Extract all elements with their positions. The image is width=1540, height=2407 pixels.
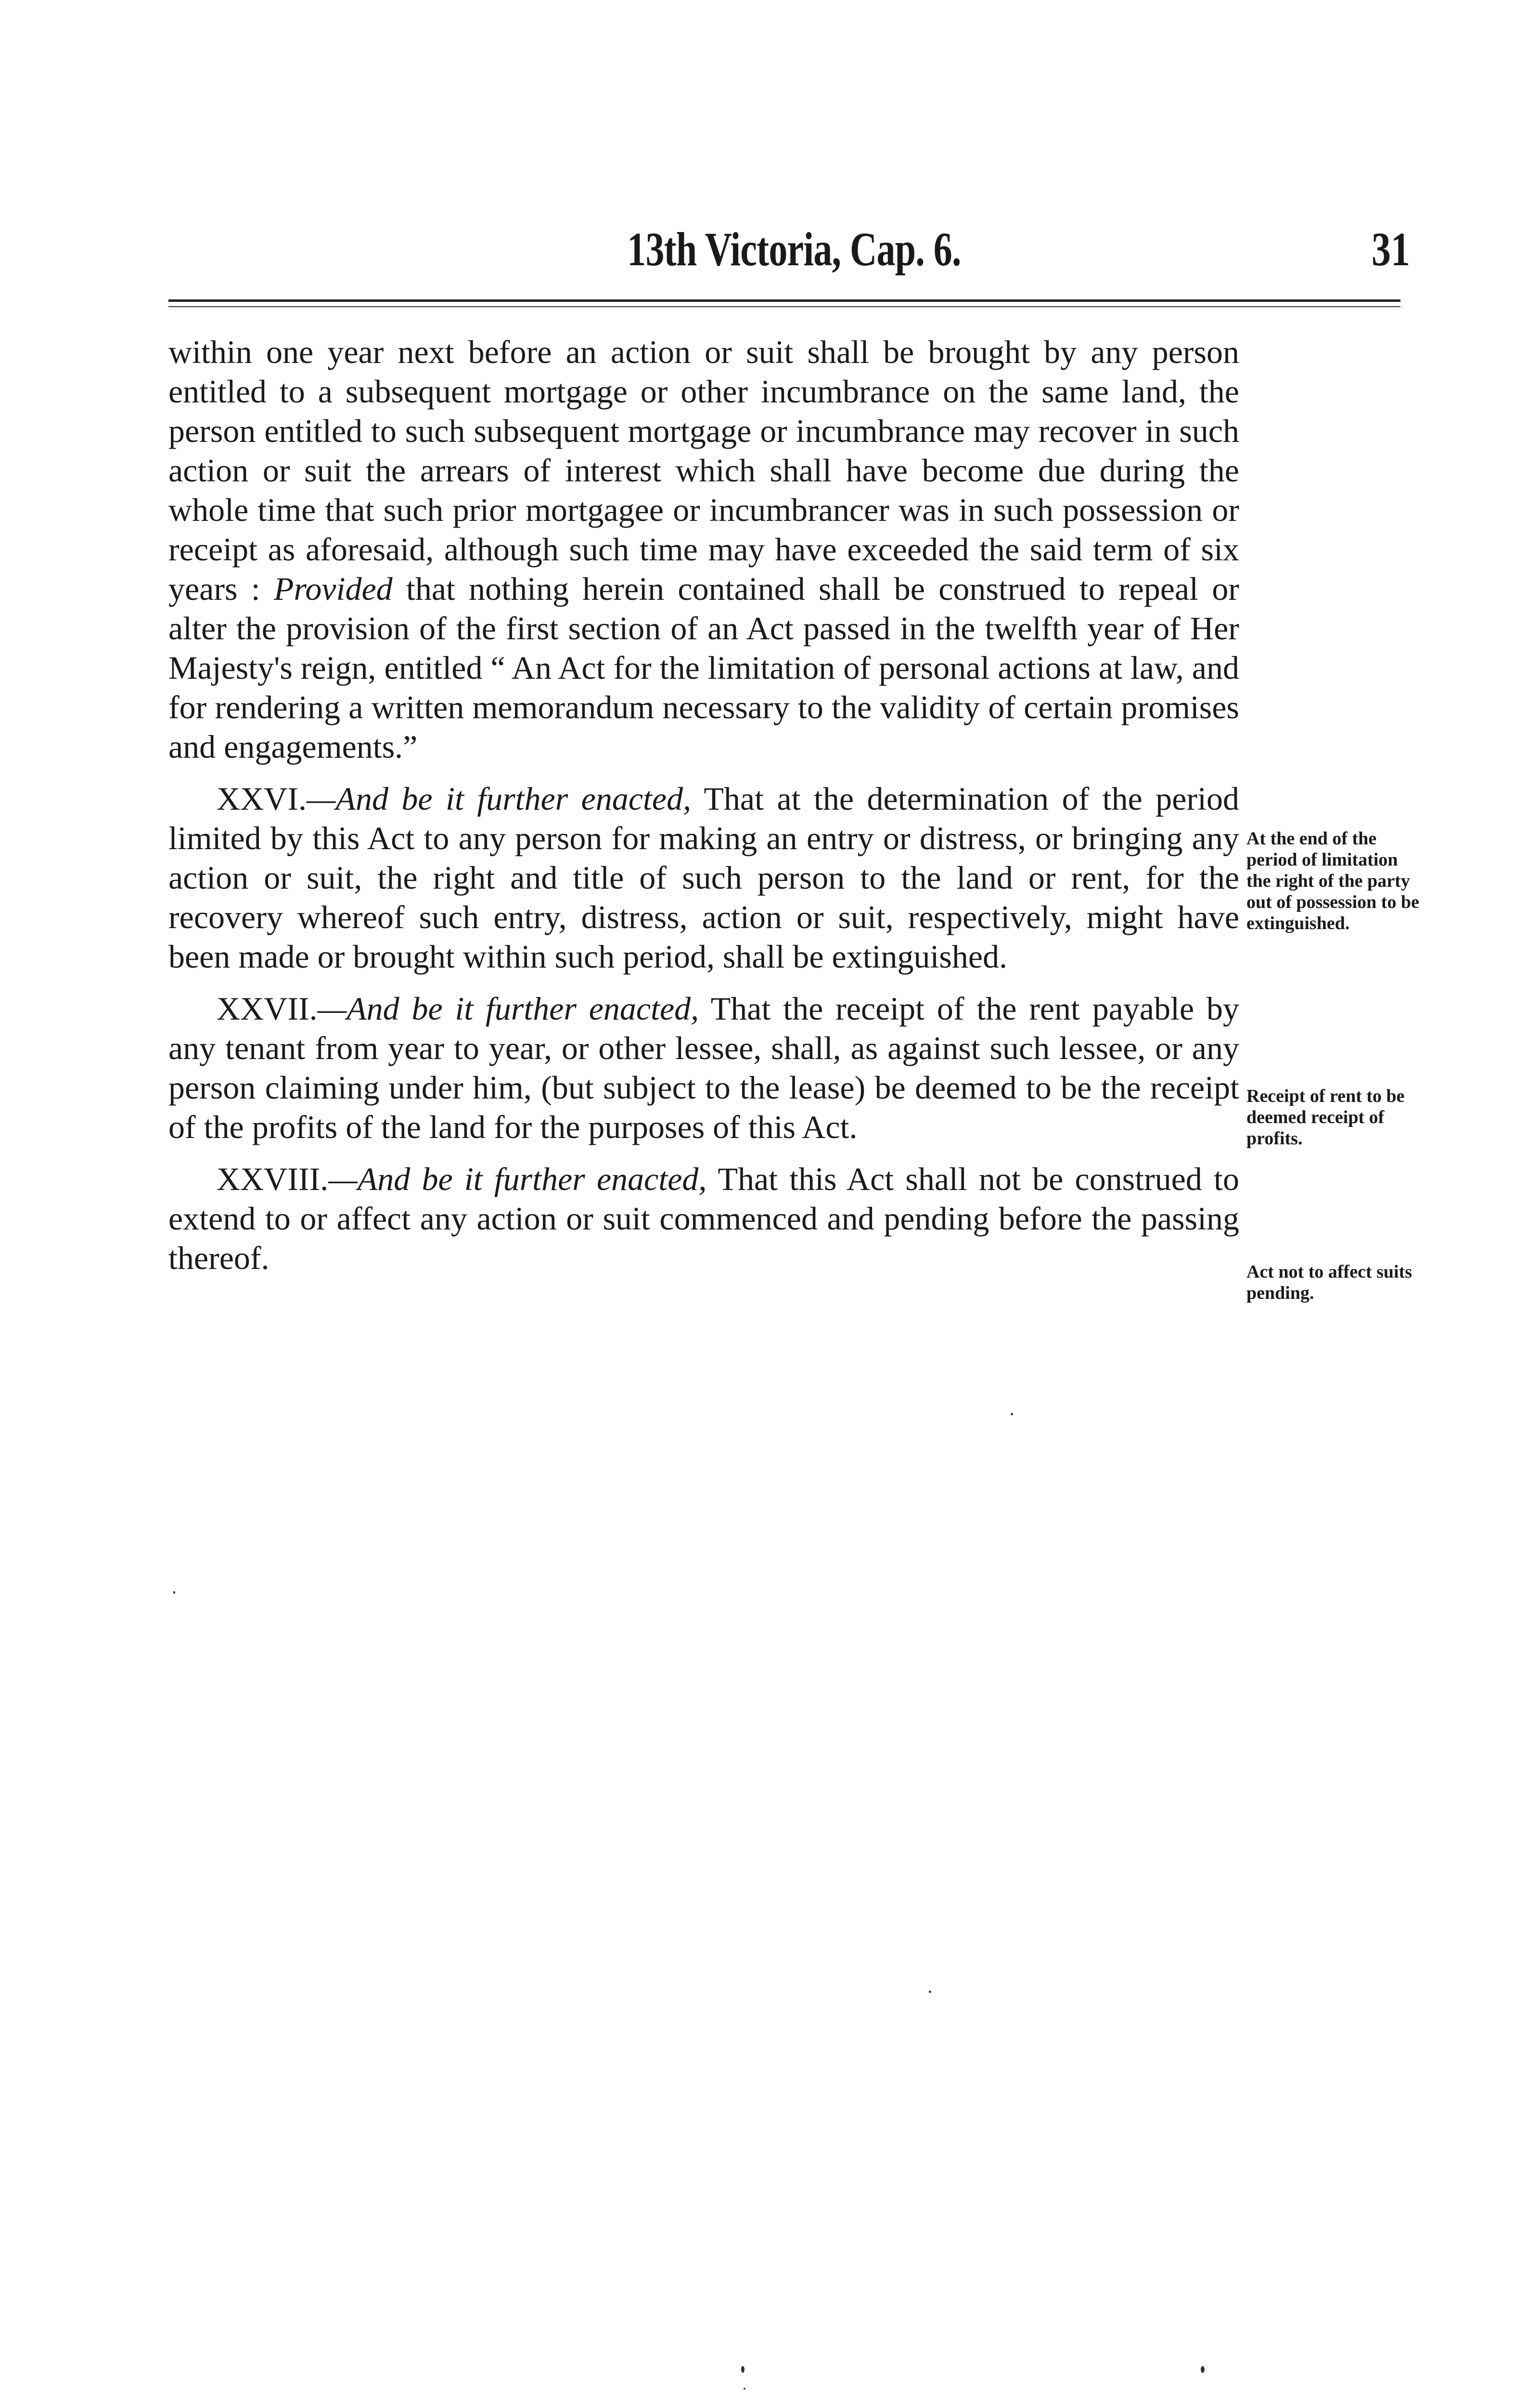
section-text: That at the determination of the period limited by this Act to any person for making an entry or distress, or bringing any action or suit, the right and title of such person to the land or rent, for the recovery whereof such entry, distress, action or suit, respectively, might have been made or brought within such period, shall be extinguished.	[168, 780, 1240, 975]
header-rule	[168, 299, 1400, 302]
margin-note-xxviii: Act not to affect suits pending.	[1246, 1262, 1412, 1303]
print-speck	[1201, 2366, 1205, 2373]
running-title: 13th Victoria, Cap. 6.	[627, 222, 961, 276]
section-xxvi	[168, 779, 1239, 976]
section-number: XXVII.	[217, 990, 318, 1027]
section-number: XXVI.	[217, 780, 307, 817]
margin-note-xxvii: Receipt of rent to be deemed receipt of profits.	[1246, 1086, 1405, 1149]
section-xxviii	[168, 1159, 1239, 1278]
enacting-clause: —And be it further enacted,	[306, 780, 692, 817]
print-speck	[929, 1991, 931, 1993]
enacting-clause: —And be it further enacted,	[328, 1161, 707, 1197]
section-number: XXVIII.	[217, 1161, 329, 1197]
print-speck	[1011, 1413, 1013, 1415]
section-xxvii	[168, 989, 1239, 1147]
print-speck	[741, 2366, 744, 2373]
section-text: That the receipt of the rent payable by any tenant from year to year, or other lessee, shall, as against such lessee, or any person claiming under him, (but subject to the lease) be deemed to be the receipt of the profits of the land for the purposes of this Act.	[168, 990, 1239, 1145]
body-text	[168, 332, 1239, 1290]
enacting-clause: —And be it further enacted,	[317, 990, 699, 1027]
paragraph-continuation-end: that nothing herein contained shall be construed to repeal or alter the provision of the first section of an Act passed in the twelfth year of Her Majesty's reign, entitled “ An Act for the limitation of personal actions at law, and for rendering a written memorandum necessary to the validity of certain promises and engagements.”	[168, 570, 1239, 765]
section-text: That this Act shall not be construed to extend to or affect any action or suit commenced and pending before the passing thereof.	[168, 1161, 1239, 1276]
page-header	[168, 212, 1420, 289]
page-number: 31	[1372, 222, 1410, 276]
print-speck	[744, 2388, 745, 2390]
provided-word: Provided	[273, 570, 393, 607]
paragraph-continuation	[168, 332, 1239, 766]
print-speck	[173, 1591, 175, 1594]
margin-note-xxvi: At the end of the period of limitation the right of the party out of possession to be extinguished.	[1246, 828, 1419, 933]
paragraph-continuation-text: within one year next before an action or suit shall be brought by any person entitled to a subsequent mortgage or other incumbrance on the same land, the person entitled to such subsequent mortgage or incumbrance may recover in such action or suit the arrears of interest which shall have become due during the whole time that such prior mortgagee or incumbrancer was in such possession or receipt as aforesaid, although such time may have exceeded the said term of six years :	[168, 334, 1239, 607]
header-rule-thin	[168, 306, 1400, 307]
